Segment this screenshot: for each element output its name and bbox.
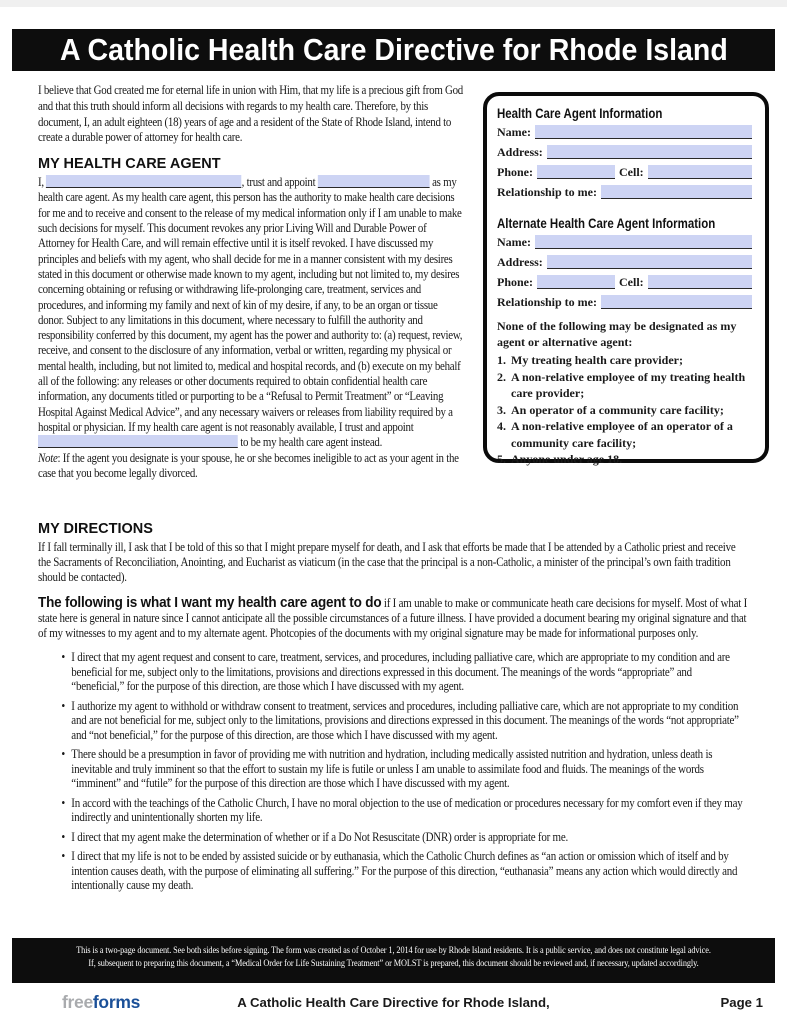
agent-relationship-row: [497, 185, 752, 199]
directions-body: [38, 540, 749, 893]
restrictions-heading: None of the following may be designated as my agent or alternative agent:: [497, 319, 737, 349]
agent-box-name-field[interactable]: [535, 125, 752, 139]
logo-free-text: free: [62, 992, 93, 1012]
agent-lead-in: I,: [38, 175, 44, 190]
directive-bullet: • In accord with the teachings of the Catholic Church, I have no moral objection to the use of medication or procedures necessary for my comfort even if they may indirectly and unintentionally shorten my life.: [60, 796, 744, 825]
directions-heading: MY DIRECTIONS: [38, 521, 153, 537]
alternate-agent-box-heading: Alternate Health Care Agent Information: [497, 216, 716, 231]
restriction-number: 1.: [497, 353, 506, 367]
restriction-item: [497, 369, 752, 402]
wishes-lead-bold: The following is what I want my health care agent to do: [38, 593, 382, 611]
restriction-text: A non-relative employee of an operator of a community care facility;: [511, 419, 733, 450]
directive-bullet: • I direct that my agent make the determination of whether or if a Do Not Resuscitate (DNR) order is appropriate for me.: [60, 830, 744, 845]
restriction-number: 2.: [497, 369, 506, 384]
directive-bullet: • I direct that my life is not to be ended by assisted suicide or by euthanasia, which the Catholic Church defines as “an action or omission which of itself and by intention causes death, with the purpose of eliminating all suffering.” For the purpose of this direction, “euthanasia” means any action which would directly and intentionally cause my death.: [60, 849, 744, 893]
document-title-bar: [12, 29, 775, 71]
restriction-item: [497, 451, 752, 468]
restriction-text: A non-relative employee of my treating health care provider;: [511, 369, 746, 400]
address-label: Address:: [497, 145, 543, 159]
restriction-number: 5.: [497, 452, 506, 466]
address-label: Address:: [497, 255, 543, 269]
directions-section: [38, 521, 749, 898]
restriction-number: 4.: [497, 419, 506, 433]
document-title: A Catholic Health Care Directive for Rhode Island: [59, 32, 728, 67]
left-column: [38, 83, 463, 481]
directive-bullet: • I direct that my agent request and consent to care, treatment, services, and procedures, including palliative care, which are appropriate to my condition and are beneficial for me, subject only to the limitations, provisions and directions expressed in this document. The meanings of the words “appropriate” and “beneficial,” for the purpose of this direction, are those which I have discussed with my agent.: [60, 650, 744, 694]
wishes-lead-rest: if I am unable to make or communicate heath care decisions for myself. Most of what I state here is general in nature since I cannot anticipate all the possible circumstances of a future illness. I have provided a document bearing my original signature and that of my witnesses to my agent and to my alternate agent. Photcopies of the documents with my original signature may be made for informational purposes only.: [38, 595, 748, 641]
alternate-relationship-row: [497, 295, 752, 309]
intro-paragraph: I believe that God created me for eternal life in union with Him, that my life is a precious gift from God and that this truth should inform all decisions with regards to my health care. Therefore, by this document, I, an adult eighteen (18) years of age and a resident of the State of Rhode Island, intend to create a durable power of attorney for health care.: [38, 83, 463, 145]
agent-address-row: [497, 145, 752, 159]
alternate-box-cell-field[interactable]: [648, 275, 752, 289]
restriction-number: 3.: [497, 402, 506, 417]
phone-label: Phone:: [497, 165, 533, 179]
alternate-name-row: [497, 235, 752, 249]
wishes-lead-paragraph: [38, 595, 749, 642]
agent-box-heading: Health Care Agent Information: [497, 106, 663, 121]
agent-info-box: [483, 92, 769, 466]
notice-bar: [12, 938, 775, 983]
directions-paragraph: If I fall terminally ill, I ask that I be told of this so that I might prepare myself for death, and I ask that efforts be made that I be attended by a Catholic priest and receive the Sacraments of Reconciliation, Anointing, and Eucharist as viaticum (in the case that the principal is a non-Catholic, a minister of the principal’s own faith tradition should be contacted).: [38, 540, 736, 585]
agent-paragraph: [38, 175, 463, 481]
alternate-phone-row: [497, 275, 752, 289]
agent-lead-mid: , trust and appoint: [241, 175, 316, 190]
principal-name-field[interactable]: [46, 175, 241, 188]
agent-name-row: [497, 125, 752, 139]
agent-phone-row: [497, 165, 752, 179]
alternate-box-name-field[interactable]: [535, 235, 752, 249]
agent-box-relationship-field[interactable]: [601, 185, 752, 199]
agent-body-text: as my health care agent. As my health care agent, this person has the authority to make health care decisions for me and to receive and consent to the release of my medical information only if I am unable to make such decisions for myself. This document revokes any prior Living Will and Durable Power of Attorney for Health Care, and will remain effective until it is itself revoked. I have discussed my principles and beliefs with my agent, who shall decide for me in a manner consistent with my desires stated in this document or otherwise made known to my agent, including but not limited to, my desires concerning obtaining or refusing or withdrawing life-prolonging care, treatment, services and procedures, and informing my family and next of kin of my desire, if any, to be an organ or tissue donor. Subject to any limitations in this document, where necessary to fulfill the authority and responsibility conferred by this document, my agent has the power and authority to: (a) request, review, receive, and consent to the disclosure of any information, verbal or written, regarding my physical or mental health, including, but not limited to, medical and hospital records, and (b) execute on my behalf all of the following: any releases or other documents required to obtain confidential health care information, any documents titled or purporting to be a “Refusal to Permit Treatment” or “Leaving Hospital Against Medical Advice”, and any necessary waivers or releases from liability required by a hospital or physician. If my health care agent is not reasonably available, I trust and appoint: [38, 175, 463, 434]
phone-label: Phone:: [497, 275, 533, 289]
agent-box-address-field[interactable]: [547, 145, 752, 159]
agent-box-phone-field[interactable]: [537, 165, 615, 179]
box-spacer: [497, 205, 752, 214]
restriction-item: [497, 418, 752, 451]
directive-bullet: • I authorize my agent to withhold or withdraw consent to treatment, services and procedures, including palliative care, which are not appropriate to my condition and are not beneficial for me, subject only to the limitations, provisions and directions expressed in this document. The meanings of the words “not appropriate” and “not beneficial,” for the purpose of this direction, are those which I have discussed with my agent.: [60, 699, 744, 743]
notice-line-2: If, subsequent to preparing this document, a “Medical Order for Life Sustaining Treatment” or MOLST is prepared, this document should be reviewed and, if necessary, updated accordingly.: [88, 958, 699, 969]
alternate-address-row: [497, 255, 752, 269]
alternate-agent-name-field[interactable]: [38, 435, 238, 448]
logo-forms-text: forms: [92, 992, 141, 1012]
directive-bullet: • There should be a presumption in favor of providing me with nutrition and hydration, including medically assisted nutrition and hydration, unless death is inevitable and truly imminent so that the effort to sustain my life is futile or unless I am unable to assimilate food and fluids. The meanings of the words “imminent” and “futile” for the purpose of this direction are those which I have discussed with my agent.: [60, 747, 744, 791]
directive-bullet-list: [60, 650, 744, 893]
footer-document-title: A Catholic Health Care Directive for Rhode Island,: [237, 995, 550, 1010]
name-label: Name:: [497, 235, 531, 249]
name-label: Name:: [497, 125, 531, 139]
alternate-box-phone-field[interactable]: [537, 275, 615, 289]
restriction-text: Anyone under age 18.: [511, 452, 623, 466]
agent-section-heading: MY HEALTH CARE AGENT: [38, 156, 221, 173]
restriction-item: [497, 402, 752, 419]
agent-box-cell-field[interactable]: [648, 165, 752, 179]
cell-label: Cell:: [619, 165, 644, 179]
cell-label: Cell:: [619, 275, 644, 289]
notice-line-1: This is a two-page document. See both sides before signing. The form was created as of October 1, 2014 for use by Rhode Island residents. It is a public service, and does not constitute legal advice.: [76, 945, 711, 956]
top-gray-strip: [0, 0, 787, 7]
note-label: Note: [38, 450, 58, 465]
alternate-box-relationship-field[interactable]: [601, 295, 752, 309]
agent-name-field[interactable]: [318, 175, 430, 188]
note-text: : If the agent you designate is your spouse, he or she becomes ineligible to act as your agent in the case that you become legally divorced.: [38, 450, 459, 480]
note-line: [38, 451, 463, 482]
relationship-label: Relationship to me:: [497, 185, 597, 199]
page-footer: [0, 990, 787, 1018]
alternate-box-address-field[interactable]: [547, 255, 752, 269]
page-number: Page 1: [720, 995, 763, 1010]
agent-body-end: to be my health care agent instead.: [240, 435, 383, 450]
restriction-text: My treating health care provider;: [511, 353, 683, 367]
relationship-label: Relationship to me:: [497, 295, 597, 309]
restriction-text: An operator of a community care facility;: [511, 402, 724, 417]
restriction-item: [497, 352, 752, 369]
